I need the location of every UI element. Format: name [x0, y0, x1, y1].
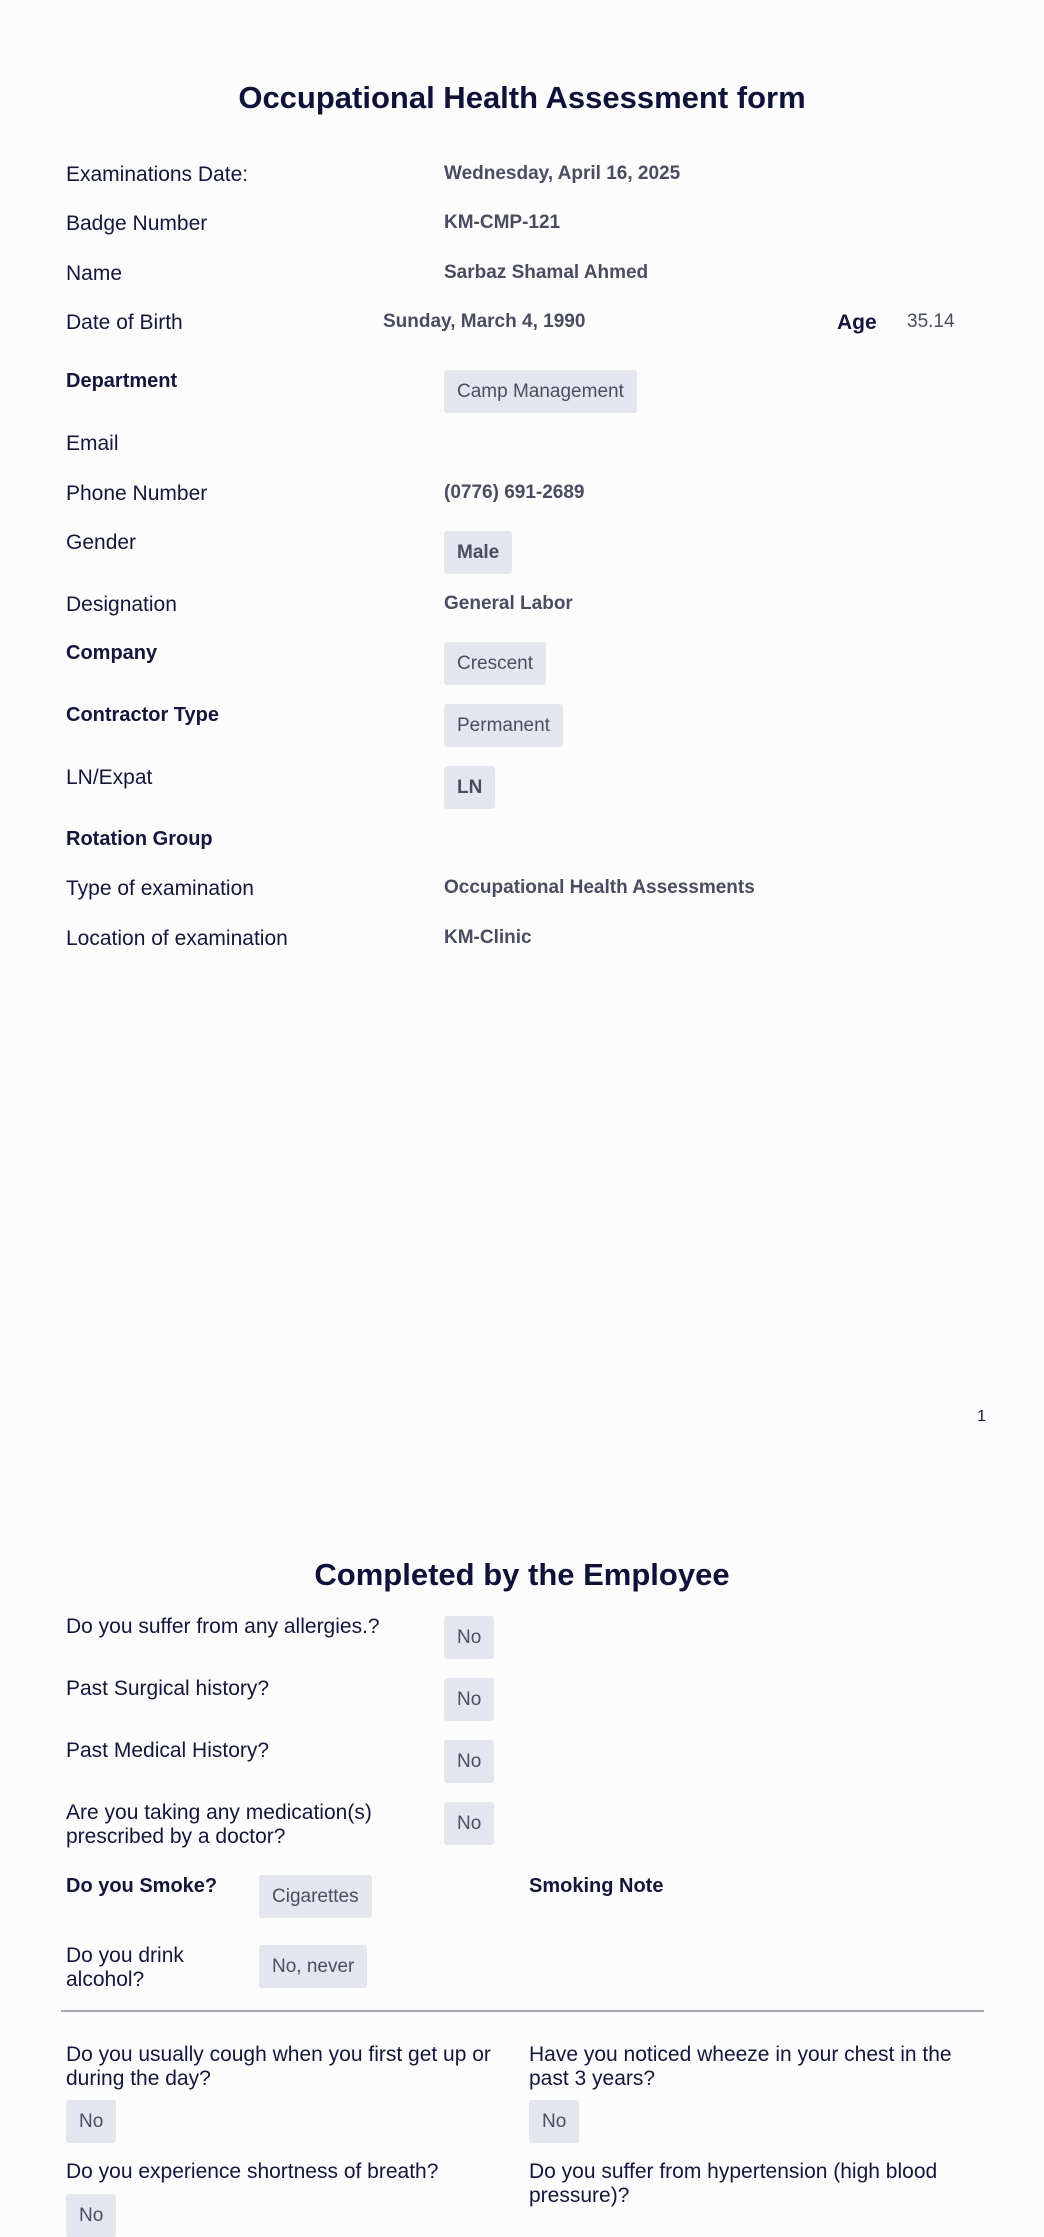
shortness-of-breath-question: Do you experience shortness of breath? — [66, 2160, 439, 2183]
exam-date-value: Wednesday, April 16, 2025 — [444, 163, 681, 184]
exam-type-value: Occupational Health Assessments — [444, 877, 755, 898]
company-chip: Crescent — [444, 642, 546, 685]
exam-location-value: KM-Clinic — [444, 927, 532, 948]
contractor-type-label: Contractor Type — [66, 704, 219, 726]
medication-answer: No — [444, 1802, 494, 1845]
drink-question — [66, 1944, 184, 1992]
surgical-history-question: Past Surgical history? — [66, 1677, 270, 1700]
surgical-history-answer: No — [444, 1678, 494, 1721]
cough-question-line1: Do you usually cough when you first get up or — [66, 2043, 491, 2066]
smoke-question: Do you Smoke? — [66, 1875, 218, 1897]
hypertension-question — [529, 2160, 937, 2208]
medical-history-question: Past Medical History? — [66, 1739, 270, 1762]
smoking-note-label: Smoking Note — [529, 1875, 664, 1897]
designation-label: Designation — [66, 593, 177, 616]
hypertension-question-line2: pressure)? — [529, 2184, 630, 2207]
drink-question-line2: alcohol? — [66, 1968, 145, 1991]
cough-question-line2: during the day? — [66, 2067, 211, 2090]
gender-chip: Male — [444, 531, 512, 574]
exam-location-label: Location of examination — [66, 927, 288, 950]
drink-answer: No, never — [259, 1945, 367, 1988]
rotation-group-label: Rotation Group — [66, 828, 213, 850]
exam-date-label: Examinations Date: — [66, 163, 249, 186]
allergies-question: Do you suffer from any allergies.? — [66, 1615, 380, 1638]
ln-expat-label: LN/Expat — [66, 766, 153, 789]
company-label: Company — [66, 642, 158, 664]
page-title: Occupational Health Assessment form — [238, 80, 806, 115]
phone-label: Phone Number — [66, 482, 208, 505]
ln-expat-chip: LN — [444, 766, 495, 809]
medical-history-answer: No — [444, 1740, 494, 1783]
name-label: Name — [66, 262, 123, 285]
badge-number-value: KM-CMP-121 — [444, 212, 561, 233]
medication-question-line2: prescribed by a doctor? — [66, 1825, 286, 1848]
wheeze-question — [529, 2043, 952, 2091]
wheeze-question-line1: Have you noticed wheeze in your chest in the — [529, 2043, 952, 2066]
wheeze-answer: No — [529, 2100, 579, 2143]
hypertension-question-line1: Do you suffer from hypertension (high blood — [529, 2160, 938, 2183]
age-label: Age — [837, 311, 877, 334]
medication-question-line1: Are you taking any medication(s) — [66, 1801, 372, 1824]
cough-answer: No — [66, 2100, 116, 2143]
section-divider — [61, 2010, 984, 2012]
section-title: Completed by the Employee — [314, 1557, 730, 1592]
designation-value: General Labor — [444, 593, 573, 614]
drink-question-line1: Do you drink — [66, 1944, 184, 1967]
badge-number-label: Badge Number — [66, 212, 208, 235]
exam-type-label: Type of examination — [66, 877, 254, 900]
email-label: Email — [66, 432, 119, 455]
page-number: 1 — [977, 1408, 986, 1425]
gender-label: Gender — [66, 531, 137, 554]
shortness-of-breath-answer: No — [66, 2194, 116, 2237]
contractor-type-chip: Permanent — [444, 704, 563, 747]
wheeze-question-line2: past 3 years? — [529, 2067, 656, 2090]
smoke-answer: Cigarettes — [259, 1875, 372, 1918]
name-value: Sarbaz Shamal Ahmed — [444, 262, 649, 283]
phone-value: (0776) 691-2689 — [444, 482, 585, 503]
dob-label: Date of Birth — [66, 311, 183, 334]
department-chip: Camp Management — [444, 370, 637, 413]
age-value: 35.14 — [907, 311, 955, 332]
cough-question — [66, 2043, 491, 2091]
dob-value: Sunday, March 4, 1990 — [383, 311, 586, 332]
department-label: Department — [66, 370, 178, 392]
medication-question — [66, 1801, 372, 1849]
allergies-answer: No — [444, 1616, 494, 1659]
